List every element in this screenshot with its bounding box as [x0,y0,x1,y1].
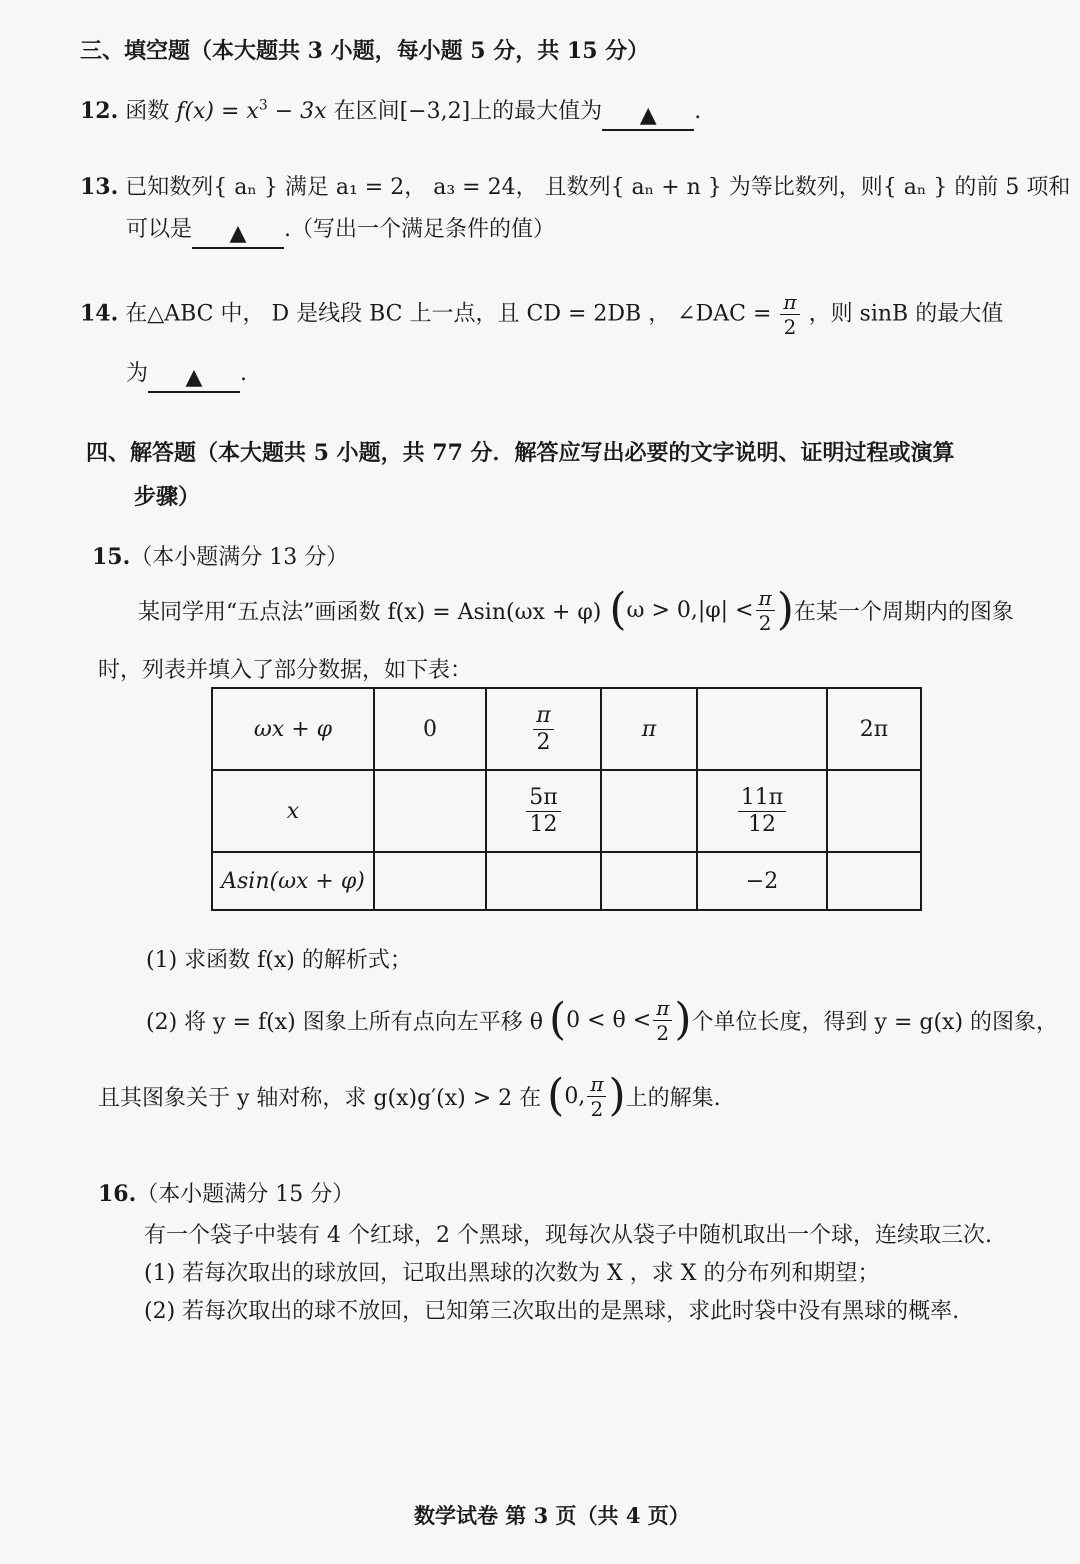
fraction-pi-over-2: $\frac{\pi}{2}$ [653,998,672,1043]
question-15-part2 [146,990,1058,1050]
table-cell [827,770,921,852]
q15-cond: ω > 0,|φ| < [626,597,754,623]
question-15-header [92,540,348,571]
table-cell [374,852,486,910]
fraction-pi-over-2: $\frac{\pi}{2}$ [587,1074,606,1119]
table-cell: −2 [697,852,827,910]
table-cell: 2π [827,688,921,770]
question-number: 12. [80,98,119,124]
q15-part2-line2-pre: 且其图象关于 y 轴对称，求 g(x)g′(x) > 2 在 [98,1085,542,1111]
section-answer-header: 四、解答题（本大题共 5 小题，共 77 分．解答应写出必要的文字说明、证明过程或演算 [86,440,955,466]
q15-part2-pre: (2) 将 y = f(x) 图象上所有点向左平移 θ [146,1009,543,1035]
q12-interval: 在区间[−3,2]上的最大值为 [333,99,603,124]
q15-part2-post: 个单位长度，得到 y = g(x) 的图象， [691,1009,1059,1035]
table-row [212,852,921,910]
q12-func: f(x) = x [176,99,259,124]
paren-left: ( [609,584,627,635]
table-cell: ωx + φ [212,688,374,770]
section-answer-header-cont: 步骤） [134,484,201,510]
q13-line2-post: .（写出一个满足条件的值） [284,217,556,242]
q12-rest: − 3x [267,99,327,124]
q15-part2-interval: 0, [564,1083,586,1109]
table-cell [697,770,827,852]
table-row [212,770,921,852]
table-cell [374,770,486,852]
paren-left: ( [548,994,567,1045]
question-14-line2 [126,356,247,393]
fraction-5pi-over-12: $\frac{5\pi}{12}$ [526,787,560,836]
question-16-line1: 有一个袋子中装有 4 个红球，2 个黑球，现每次从袋子中随机取出一个球，连续取三次. [144,1223,992,1248]
q14-line1-pre: 在△ABC 中， D 是线段 BC 上一点，且 CD = 2DB ， ∠DAC = [125,301,772,327]
question-number: 13. [80,174,119,200]
question-score: （本小题满分 13 分） [130,545,349,570]
q12-pre: 函数 [125,99,170,124]
table-cell: π [601,688,697,770]
section-fill-in-header: 三、填空题（本大题共 3 小题，每小题 5 分，共 15 分） [80,38,650,64]
q14-line1-post: ，则 sinB 的最大值 [808,301,1004,327]
question-15-line2: 时，列表并填入了部分数据，如下表： [98,658,473,683]
paren-right: ) [608,1070,626,1121]
question-15-part1: (1) 求函数 f(x) 的解析式； [146,948,412,973]
question-score: （本小题满分 15 分） [136,1182,355,1207]
q12-end: . [694,99,702,124]
table-cell [601,770,697,852]
question-16-part2: (2) 若每次取出的球不放回，已知第三次取出的是黑球，求此时袋中没有黑球的概率. [144,1299,960,1324]
q15-part2-line2-post: 上的解集. [625,1085,721,1111]
fraction-pi-over-2: $\frac{\pi}{2}$ [780,292,799,337]
question-13-line2 [126,212,555,249]
table-cell: x [212,770,374,852]
q15-intro-pre: 某同学用“五点法”画函数 f(x) = Asin(ωx + φ) [138,599,602,625]
q13-line2-pre: 可以是 [126,217,193,242]
question-number: 16. [98,1181,137,1207]
question-16-header [98,1177,354,1208]
answer-blank[interactable]: ▲ [192,223,284,249]
five-point-table [211,687,922,911]
question-number: 15. [92,544,131,570]
fraction-pi-over-2: $\frac{\pi}{2}$ [533,705,553,754]
q12-exp: 3 [258,97,268,114]
q15-part2-cond: 0 < θ < [566,1007,652,1033]
question-14 [80,292,1003,337]
table-cell [486,770,601,852]
page-footer: 数学试卷 第 3 页（共 4 页） [414,1503,690,1528]
table-cell: Asin(ωx + φ) [212,852,374,910]
answer-blank[interactable]: ▲ [602,105,694,131]
table-cell [601,852,697,910]
q14-line2-pre: 为 [126,361,149,386]
question-number: 14. [80,300,119,327]
question-13 [80,170,1070,201]
question-12 [80,94,701,131]
paren-right: ) [674,994,692,1045]
question-15-intro [138,582,1014,638]
q13-line1: 已知数列{ aₙ } 满足 a₁ = 2， a₃ = 24， 且数列{ aₙ + n } 为等比数列，则{ aₙ } 的前 5 项和 [125,175,1071,200]
q15-intro-post: 在某一个周期内的图象 [793,599,1014,625]
table-cell [486,852,601,910]
question-15-part2-line2 [98,1066,721,1126]
table-cell [486,688,601,770]
q14-end: . [240,361,248,386]
answer-blank[interactable]: ▲ [148,367,240,393]
table-cell: 0 [374,688,486,770]
paren-right: ) [776,584,794,635]
paren-left: ( [547,1070,565,1121]
table-cell [697,688,827,770]
fraction-pi-over-2: $\frac{\pi}{2}$ [756,588,775,633]
question-16-part1: (1) 若每次取出的球放回，记取出黑球的次数为 X ，求 X 的分布列和期望； [144,1261,880,1286]
fraction-11pi-over-12: $\frac{11\pi}{12}$ [738,787,786,836]
table-row [212,688,921,770]
table-cell [827,852,921,910]
